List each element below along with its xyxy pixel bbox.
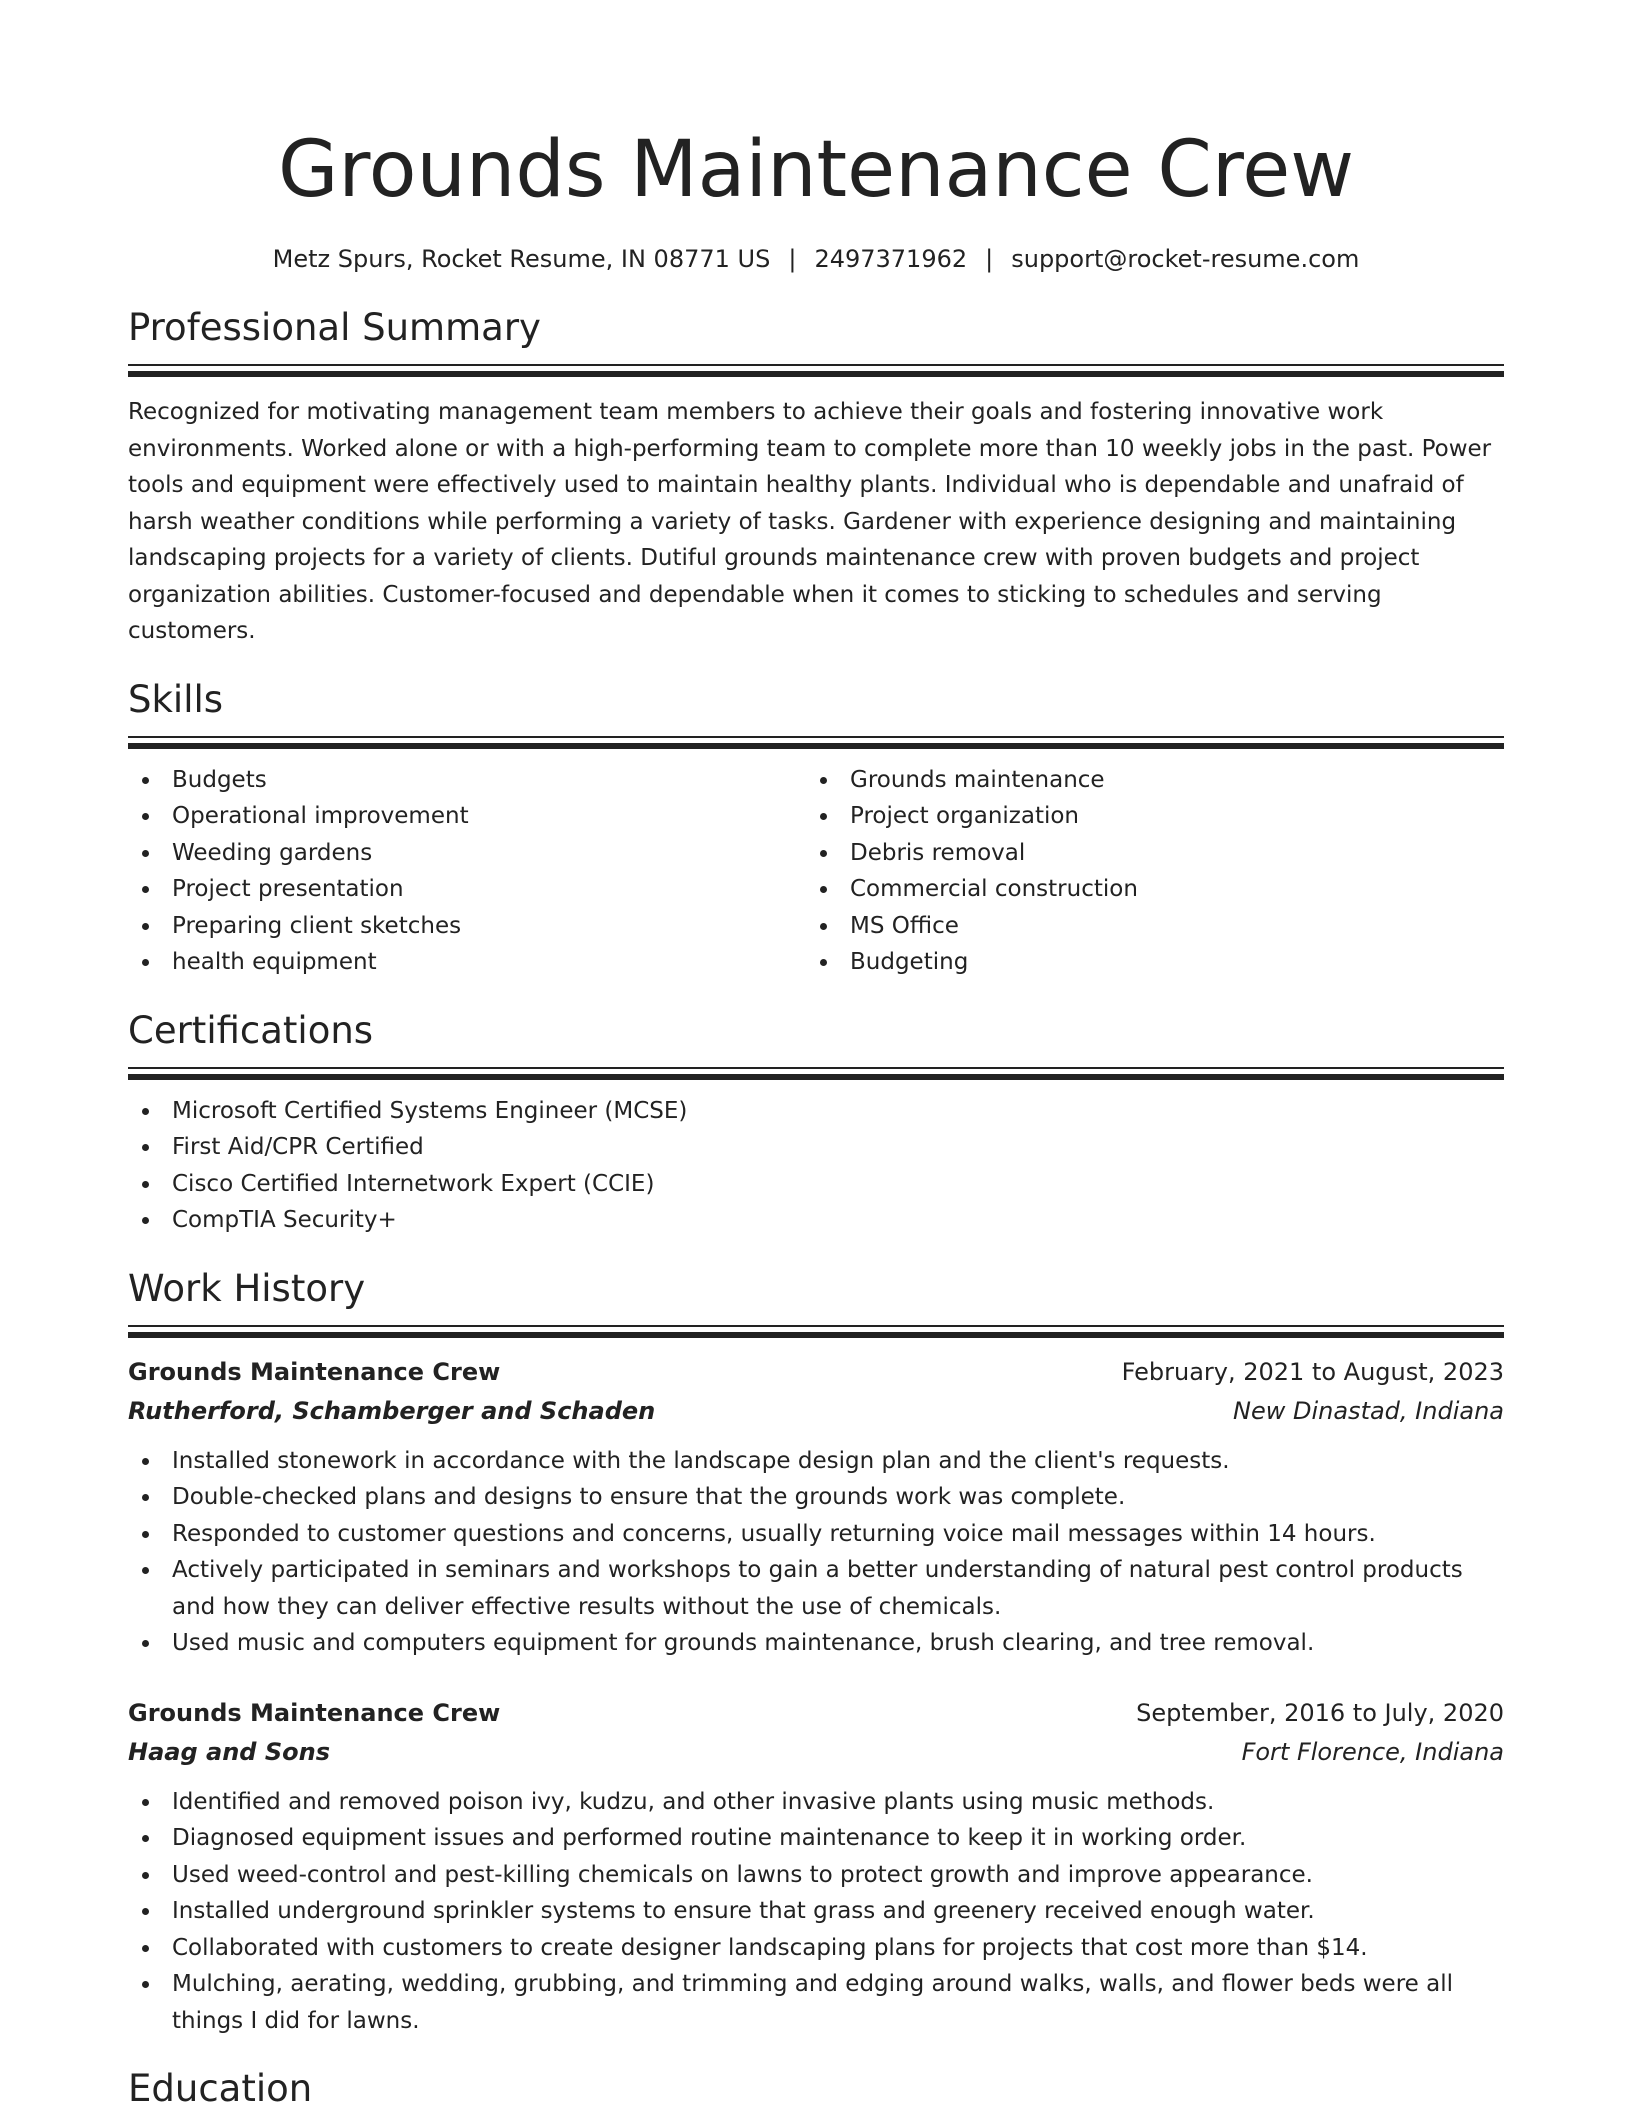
- skill-item: Budgets: [128, 762, 806, 799]
- section-title-skills: Skills: [128, 677, 224, 721]
- summary-section: [128, 304, 1504, 650]
- job-entry: [128, 1694, 1504, 2040]
- skills-list-right: [806, 762, 1484, 981]
- contact-separator: |: [788, 245, 797, 273]
- skill-item: Project presentation: [128, 871, 806, 908]
- education-section: [128, 2065, 1504, 2113]
- job-bullets: [128, 1443, 1504, 1662]
- job-employer: Rutherford, Schamberger and Schaden: [128, 1396, 656, 1425]
- job-bullet: Identified and removed poison ivy, kudzu, and other invasive plants using music methods.: [128, 1784, 1504, 1821]
- skill-item: Preparing client sketches: [128, 908, 806, 945]
- certifications-list: [128, 1093, 1504, 1239]
- contact-line: [128, 242, 1504, 276]
- job-bullet: Collaborated with customers to create designer landscaping plans for projects that cost more than $14.: [128, 1930, 1504, 1967]
- skill-item: MS Office: [806, 908, 1484, 945]
- skill-item: Project organization: [806, 798, 1484, 835]
- skills-section: [128, 676, 1504, 981]
- contact-email[interactable]: support@rocket-resume.com: [1011, 245, 1360, 273]
- job-header-row: [128, 1694, 1504, 1733]
- certification-item: Microsoft Certified Systems Engineer (MCSE): [128, 1093, 1504, 1130]
- skills-list-left: [128, 762, 806, 981]
- certification-item: Cisco Certified Internetwork Expert (CCIE): [128, 1166, 1504, 1203]
- job-bullet: Double-checked plans and designs to ensure that the grounds work was complete.: [128, 1479, 1504, 1516]
- job-bullet: Actively participated in seminars and workshops to gain a better understanding of natural pest control products and how they can deliver effective results without the use of chemicals.: [128, 1552, 1504, 1625]
- contact-address: Metz Spurs, Rocket Resume, IN 08771 US: [272, 245, 771, 273]
- job-bullet: Installed underground sprinkler systems to ensure that grass and greenery received enough water.: [128, 1893, 1504, 1930]
- job-employer: Haag and Sons: [128, 1737, 330, 1766]
- skill-item: Commercial construction: [806, 871, 1484, 908]
- job-bullets: [128, 1784, 1504, 2040]
- skill-item: Budgeting: [806, 944, 1484, 981]
- certification-item: First Aid/CPR Certified: [128, 1129, 1504, 1166]
- job-entry: [128, 1353, 1504, 1662]
- job-header-row: [128, 1353, 1504, 1392]
- section-divider: [128, 736, 1504, 748]
- skills-columns: [128, 762, 1504, 981]
- certifications-section: [128, 1007, 1504, 1239]
- skill-item: Weeding gardens: [128, 835, 806, 872]
- job-bullet: Responded to customer questions and concerns, usually returning voice mail messages within 14 hours.: [128, 1516, 1504, 1553]
- skill-item: Grounds maintenance: [806, 762, 1484, 799]
- job-dates: September, 2016 to July, 2020: [1136, 1698, 1504, 1727]
- job-dates: February, 2021 to August, 2023: [1121, 1357, 1504, 1386]
- section-divider: [128, 1325, 1504, 1337]
- resume-page: [128, 118, 1504, 2113]
- section-title-education: Education: [128, 2067, 313, 2110]
- section-divider: [128, 1067, 1504, 1079]
- job-bullet: Diagnosed equipment issues and performed routine maintenance to keep it in working order.: [128, 1820, 1504, 1857]
- contact-phone: 2497371962: [814, 245, 968, 273]
- job-title: Grounds Maintenance Crew: [128, 1698, 501, 1727]
- job-employer-row: [128, 1733, 1504, 1772]
- summary-text: Recognized for motivating management team members to achieve their goals and fostering innovative work environments. Worked alone or with a high-performing team to complete more than 10 weekly jobs in the past. Power tools and equipment were effectively used to maintain healthy plants. Individual who is dependable and unafraid of harsh weather conditions while performing a variety of tasks. Gardener with experience designing and maintaining landscaping projects for a variety of clients. Dutiful grounds maintenance crew with proven budgets and project organization abilities. Customer-focused and dependable when it comes to sticking to schedules and serving customers.: [128, 399, 1492, 644]
- section-title-certifications: Certifications: [128, 1008, 374, 1052]
- candidate-name: Grounds Maintenance Crew: [277, 125, 1355, 215]
- contact-separator: |: [985, 245, 994, 273]
- job-bullet: Installed stonework in accordance with the landscape design plan and the client's requests.: [128, 1443, 1504, 1480]
- skill-item: Debris removal: [806, 835, 1484, 872]
- job-location: Fort Florence, Indiana: [1241, 1737, 1504, 1766]
- section-divider: [128, 364, 1504, 376]
- certification-item: CompTIA Security+: [128, 1202, 1504, 1239]
- job-location: New Dinastad, Indiana: [1233, 1396, 1504, 1425]
- section-title-summary: Professional Summary: [128, 306, 541, 349]
- job-bullet: Used music and computers equipment for grounds maintenance, brush clearing, and tree removal.: [128, 1625, 1504, 1662]
- section-title-work-history: Work History: [128, 1266, 366, 1310]
- skill-item: health equipment: [128, 944, 806, 981]
- skill-item: Operational improvement: [128, 798, 806, 835]
- job-title: Grounds Maintenance Crew: [128, 1357, 501, 1386]
- work-history-section: [128, 1265, 1504, 2040]
- job-bullet: Used weed-control and pest-killing chemicals on lawns to protect growth and improve appearance.: [128, 1857, 1504, 1894]
- job-bullet: Mulching, aerating, wedding, grubbing, and trimming and edging around walks, walls, and flower beds were all things I did for lawns.: [128, 1966, 1504, 2039]
- job-employer-row: [128, 1392, 1504, 1431]
